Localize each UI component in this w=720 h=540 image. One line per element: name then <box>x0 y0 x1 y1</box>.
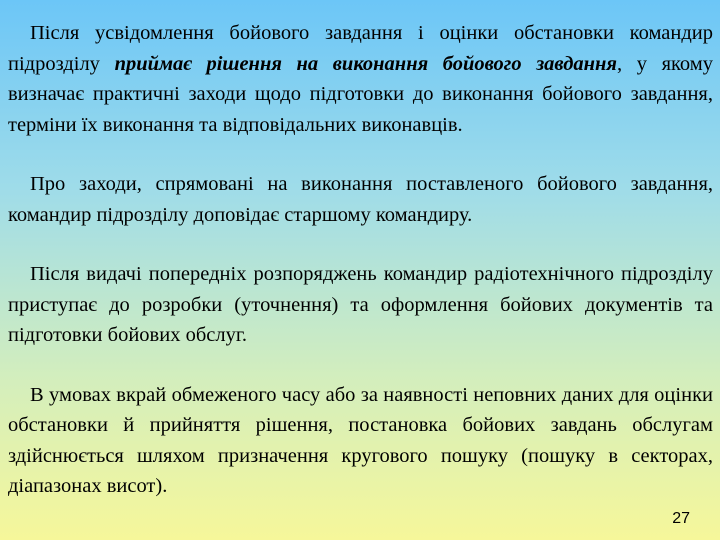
paragraph-report: Про заходи, спрямовані на виконання поставленого бойового завдання, командир підрозділу доповідає старшому командиру. <box>8 173 713 226</box>
paragraph-documents: Після видачі попередніх розпоряджень командир радіотехнічного підрозділу приступає до розробки (уточнення) та оформлення бойових документів та підготовки бойових обслуг. <box>8 263 713 346</box>
paragraph-limited-time: В умовах вкрай обмеженого часу або за наявності неповних даних для оцінки обстановки й прийняття рішення, постановка бойових завдань обслугам здійснюється шляхом призначення кругового пошуку (пошуку в секторах, діапазонах висот). <box>8 383 713 497</box>
paragraph-decision <box>8 18 713 140</box>
paragraph-decision-lead: Після усвідомлення бойового завдання і оцінки обстановки командир підрозділу <box>8 22 713 75</box>
decision-emphasis: приймає рішення на виконання бойового завдання <box>114 52 617 75</box>
page-number: 27 <box>672 510 690 527</box>
slide-body <box>8 18 713 531</box>
paragraph-decision-tail: , у якому визначає практичні заходи щодо підготовки до виконання бойового завдання, терміни їх виконання та відповідальних виконавців. <box>8 52 714 136</box>
